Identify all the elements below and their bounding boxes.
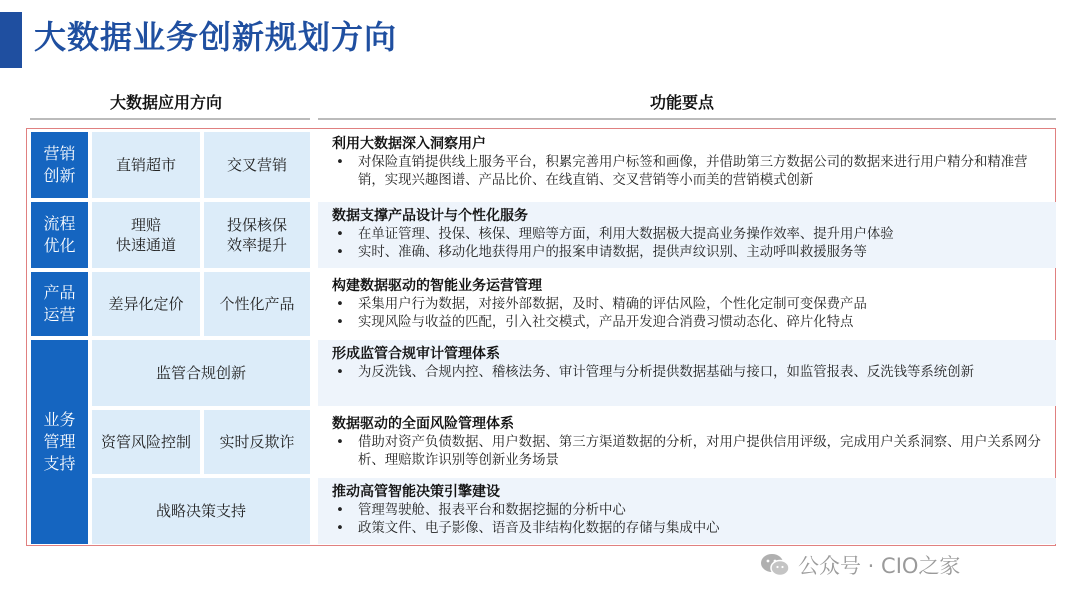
header-divider-left <box>30 118 310 120</box>
category-marketing: 营销 创新 <box>31 132 88 198</box>
category-business: 业务 管理 支持 <box>31 340 88 544</box>
point-bullet: • 实时、准确、移动化地获得用户的报案申请数据，提供声纹识别、主动呼叫救援服务等 <box>332 244 1044 262</box>
point-panel-2 <box>318 202 1056 268</box>
point-panel-1 <box>318 130 1056 198</box>
point-bullet: • 采集用户行为数据，对接外部数据，及时、精确的评估风险，个性化定制可变保费产品 <box>332 296 1044 314</box>
point-bullet: • 政策文件、电子影像、语音及非结构化数据的存储与集成中心 <box>332 520 1044 538</box>
watermark <box>760 550 960 580</box>
point-heading: 利用大数据深入洞察用户 <box>332 136 486 152</box>
watermark-text: 公众号 · CIO之家 <box>798 554 961 578</box>
point-heading: 推动高管智能决策引擎建设 <box>332 484 500 500</box>
point-panel-6 <box>318 478 1056 544</box>
cell-asset-risk: 资管风险控制 <box>92 410 200 474</box>
point-bullet: • 实现风险与收益的匹配，引入社交模式，产品开发迎合消费习惯动态化、碎片化特点 <box>332 314 1044 332</box>
cell-claims: 理赔 快速通道 <box>92 202 200 268</box>
cell-diff-pricing: 差异化定价 <box>92 272 200 336</box>
point-bullet: • 为反洗钱、合规内控、稽核法务、审计管理与分析提供数据基础与接口，如监管报表、反洗钱等系统创新 <box>332 364 1044 382</box>
point-heading: 构建数据驱动的智能业务运营管理 <box>332 278 542 294</box>
cell-cross-sell: 交叉营销 <box>204 132 310 198</box>
title-accent-bar <box>0 12 22 68</box>
cell-anti-fraud: 实时反欺诈 <box>204 410 310 474</box>
wechat-icon <box>760 552 790 578</box>
category-process: 流程 优化 <box>31 202 88 268</box>
cell-personal-product: 个性化产品 <box>204 272 310 336</box>
point-panel-5 <box>318 410 1056 474</box>
point-heading: 形成监管合规审计管理体系 <box>332 346 500 362</box>
point-bullet: • 管理驾驶舱、报表平台和数据挖掘的分析中心 <box>332 502 1044 520</box>
column-header-key-points: 功能要点 <box>650 93 715 112</box>
cell-regulatory: 监管合规创新 <box>92 340 310 406</box>
point-bullet: • 在单证管理、投保、核保、理赔等方面，利用大数据极大提高业务操作效率、提升用户体验 <box>332 226 1044 244</box>
category-product: 产品 运营 <box>31 272 88 336</box>
point-panel-3 <box>318 272 1056 336</box>
cell-strategy: 战略决策支持 <box>92 478 310 544</box>
point-bullet: • 对保险直销提供线上服务平台，积累完善用户标签和画像，并借助第三方数据公司的数据来进行用户精分和精准营销，实现兴趣图谱、产品比价、在线直销、交叉营销等小而美的营销模式创新 <box>332 154 1044 190</box>
column-header-directions: 大数据应用方向 <box>110 93 223 112</box>
header-divider-right <box>318 118 1056 120</box>
slide-title: 大数据业务创新规划方向 <box>34 18 398 56</box>
point-bullet: • 借助对资产负债数据、用户数据、第三方渠道数据的分析，对用户提供信用评级，完成用户关系洞察、用户关系网分析、理赔欺诈识别等创新业务场景 <box>332 434 1044 470</box>
point-heading: 数据驱动的全面风险管理体系 <box>332 416 514 432</box>
cell-direct-supermarket: 直销超市 <box>92 132 200 198</box>
point-panel-4 <box>318 340 1056 406</box>
point-heading: 数据支撑产品设计与个性化服务 <box>332 208 528 224</box>
cell-underwriting: 投保核保 效率提升 <box>204 202 310 268</box>
